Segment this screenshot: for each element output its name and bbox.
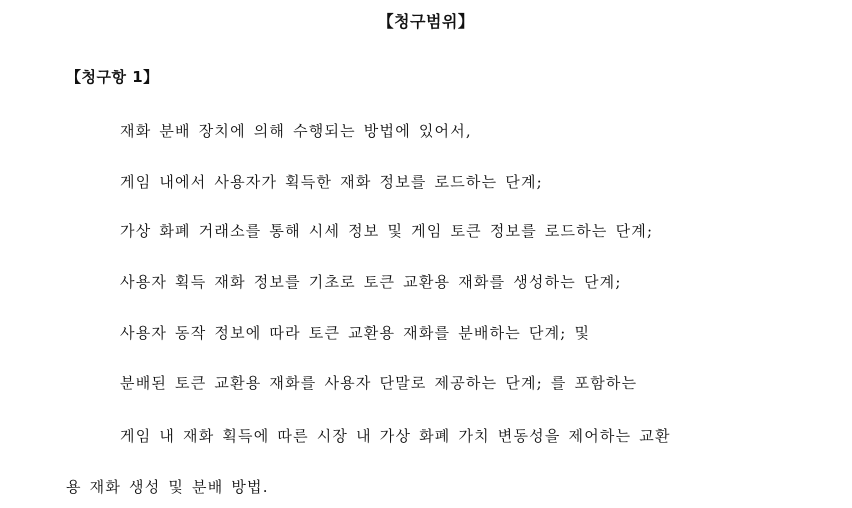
section-title: 【청구범위】 [377, 12, 475, 31]
claim-line-preamble: 재화 분배 장치에 의해 수행되는 방법에 있어서, [120, 122, 472, 140]
claim-line-step-4: 사용자 동작 정보에 따라 토큰 교환용 재화를 분배하는 단계; 및 [120, 324, 591, 342]
claim-line-step-3: 사용자 획득 재화 정보를 기초로 토큰 교환용 재화를 생성하는 단계; [120, 273, 622, 291]
claim-heading: 【청구항 1】 [66, 68, 159, 86]
claim-line-step-2: 가상 화폐 거래소를 통해 시세 정보 및 게임 토큰 정보를 로드하는 단계; [120, 222, 654, 240]
claim-line-conclusion-continued: 용 재화 생성 및 분배 방법. [66, 478, 269, 496]
claim-line-conclusion: 게임 내 재화 획득에 따른 시장 내 가상 화폐 가치 변동성을 제어하는 교환 [120, 427, 671, 445]
claim-line-step-1: 게임 내에서 사용자가 획득한 재화 정보를 로드하는 단계; [120, 173, 543, 191]
claim-line-step-5: 분배된 토큰 교환용 재화를 사용자 단말로 제공하는 단계; 를 포함하는 [120, 374, 638, 392]
